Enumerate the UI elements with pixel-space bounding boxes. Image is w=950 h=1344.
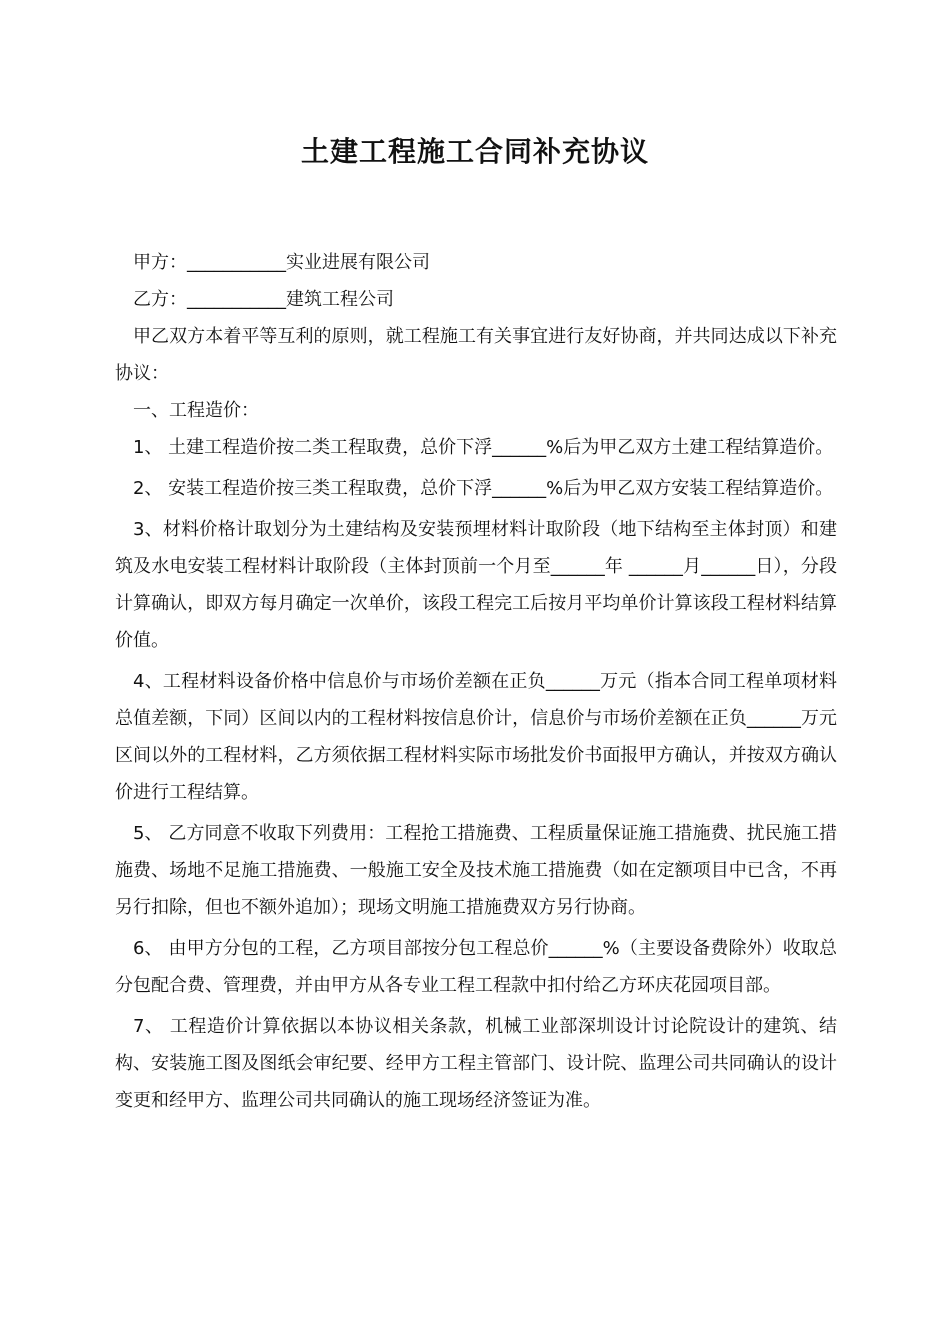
clause-2: 2、 安装工程造价按三类工程取费，总价下浮______%后为甲乙双方安装工程结算造价。 — [133, 478, 834, 499]
party-b-line: 乙方：___________建筑工程公司 — [133, 289, 394, 310]
clause-3: 3、材料价格计取划分为土建结构及安装预埋材料计取阶段（地下结构至主体封顶）和建筑及水电安装工程材料计取阶段（主体封顶前一个月至______年 ______月______日），分段计算确认，即双方每月确定一次单价，该段工程完工后按月平均单价计算该段工程材料结算价值。 — [115, 519, 837, 651]
preamble-paragraph: 甲乙双方本着平等互利的原则，就工程施工有关事宜进行友好协商，并共同达成以下补充协议： — [115, 326, 837, 384]
clause-1: 1、 土建工程造价按二类工程取费，总价下浮______%后为甲乙双方土建工程结算造价。 — [133, 437, 834, 458]
document-body — [115, 244, 837, 1119]
party-a-line: 甲方：___________实业进展有限公司 — [133, 252, 430, 273]
document-title: 土建工程施工合同补充协议 — [300, 135, 649, 168]
clause-6: 6、 由甲方分包的工程，乙方项目部按分包工程总价______%（主要设备费除外）收取总分包配合费、管理费，并由甲方从各专业工程工程款中扣付给乙方环庆花园项目部。 — [115, 938, 837, 996]
clause-5: 5、 乙方同意不收取下列费用：工程抢工措施费、工程质量保证施工措施费、扰民施工措施费、场地不足施工措施费、一般施工安全及技术施工措施费（如在定额项目中已含，不再另行扣除，但也不额外追加）；现场文明施工措施费双方另行协商。 — [115, 823, 837, 918]
clause-4: 4、工程材料设备价格中信息价与市场价差额在正负______万元（指本合同工程单项材料总值差额，下同）区间以内的工程材料按信息价计，信息价与市场价差额在正负______万元区间以外的工程材料，乙方须依据工程材料实际市场批发价书面报甲方确认，并按双方确认价进行工程结算。 — [115, 671, 837, 803]
clause-7: 7、 工程造价计算依据以本协议相关条款，机械工业部深圳设计讨论院设计的建筑、结构、安装施工图及图纸会审纪要、经甲方工程主管部门、设计院、监理公司共同确认的设计变更和经甲方、监理公司共同确认的施工现场经济签证为准。 — [115, 1016, 837, 1111]
section-heading-cost: 一、工程造价： — [133, 400, 259, 421]
